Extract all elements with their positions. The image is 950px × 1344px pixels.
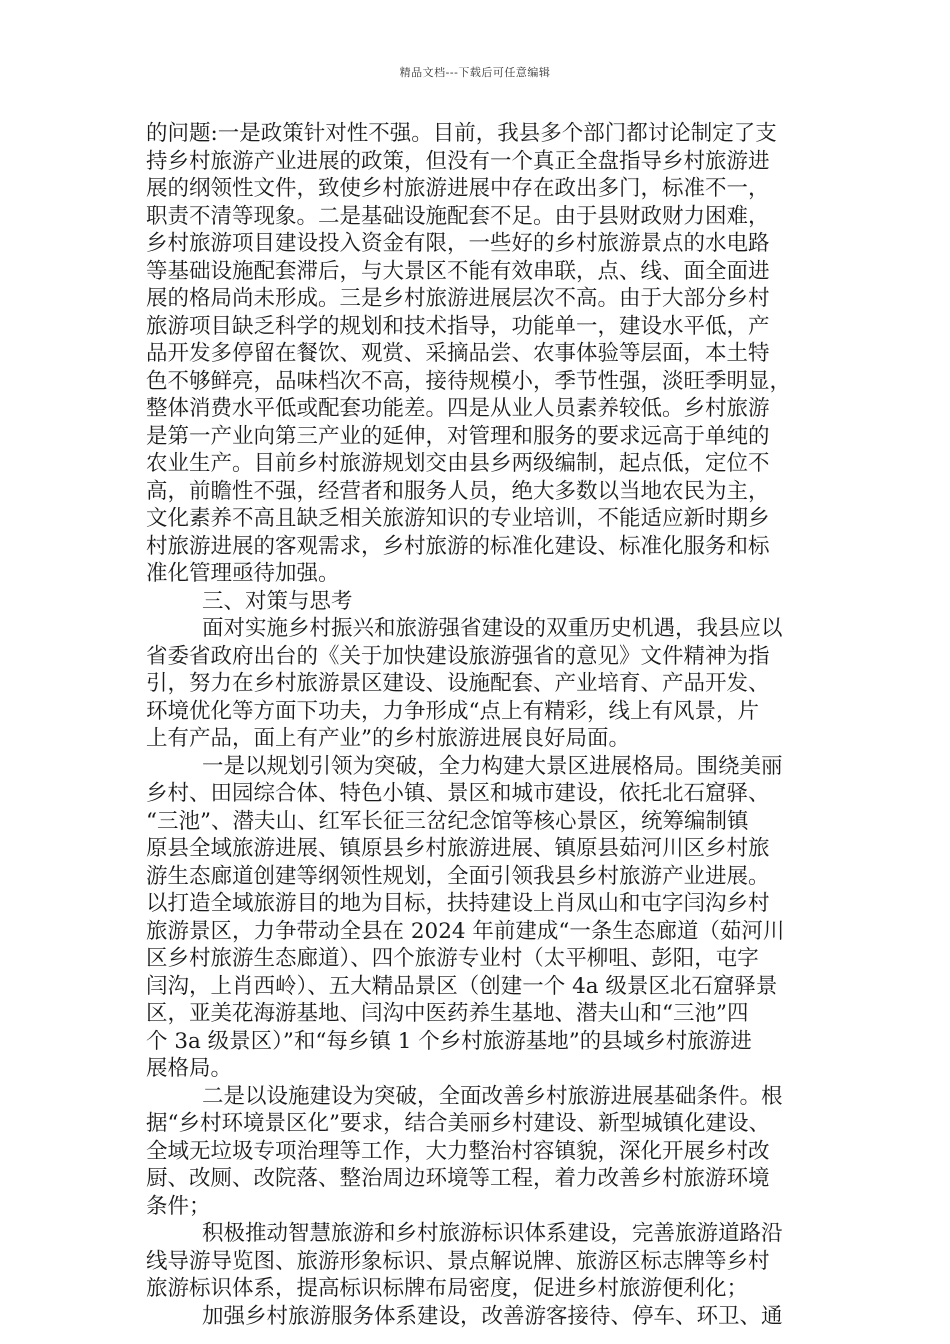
text-line: 以打造全域旅游目的地为目标，扶持建设上肖凤山和屯字闫沟乡村 [146,891,770,916]
text-line: 线导游导览图、旅游形象标识、景点解说牌、旅游区标志牌等乡村 [146,1248,770,1274]
text-line: 的问题:一是政策针对性不强。目前，我县多个部门都讨论制定了支 [146,121,777,146]
text-line: 高，前瞻性不强，经营者和服务人员，绝大多数以当地农民为主， [146,478,770,504]
text-line: 个 3a 级景区）”和“每乡镇 1 个乡村旅游基地”的县域乡村旅游进 [146,1028,752,1054]
text-line: 厨、改厕、改院落、整治周边环境等工程，着力改善乡村旅游环境 [146,1166,770,1191]
text-line: 展的格局尚未形成。三是乡村旅游进展层次不高。由于大部分乡村 [146,286,770,311]
text-line: 农业生产。目前乡村旅游规划交由县乡两级编制，起点低，定位不 [146,451,770,476]
text-line: 一是以规划引领为突破，全力构建大景区进展格局。围绕美丽 [202,753,783,779]
text-line: 闫沟，上肖西岭）、五大精品景区（创建一个 4a 级景区北石窟驿景 [146,973,778,999]
text-line: 旅游标识体系，提高标识标牌布局密度，促进乡村旅游便利化； [146,1276,749,1301]
text-line: 省委省政府出台的《关于加快建设旅游强省的意见》文件精神为指 [146,643,770,669]
text-line: 环境优化等方面下功夫，力争形成“点上有精彩，线上有风景，片 [146,698,759,724]
text-line: 乡村旅游项目建设投入资金有限，一些好的乡村旅游景点的水电路 [146,231,770,256]
text-line: 二是以设施建设为突破，全面改善乡村旅游进展基础条件。根 [202,1083,783,1109]
text-line: 展的纲领性文件，致使乡村旅游进展中存在政出多门，标准不一， [146,176,770,201]
text-line: 条件； [146,1193,211,1219]
document-body [146,120,806,1330]
text-line: 是第一产业向第三产业的延伸，对管理和服务的要求远高于单纯的 [146,423,770,449]
text-line: 等基础设施配套滞后，与大景区不能有效串联，点、线、面全面进 [146,258,770,284]
text-line: 加强乡村旅游服务体系建设，改善游客接待、停车、环卫、通 [202,1303,783,1329]
text-line: 乡村、田园综合体、特色小镇、景区和城市建设，依托北石窟驿、 [146,781,770,806]
text-line: 面对实施乡村振兴和旅游强省建设的双重历史机遇，我县应以 [202,616,783,641]
text-line: 游生态廊道创建等纲领性规划，全面引领我县乡村旅游产业进展。 [146,863,770,889]
text-line: 区乡村旅游生态廊道）、四个旅游专业村（太平柳咀、彭阳，屯字 [146,946,759,971]
text-line: 整体消费水平低或配套功能差。四是从业人员素养较低。乡村旅游 [146,396,770,421]
text-line: 旅游项目缺乏科学的规划和技术指导，功能单一，建设水平低，产 [146,313,770,339]
text-line: 展格局。 [146,1056,233,1081]
text-line: 准化管理亟待加强。 [146,561,340,586]
text-line: 旅游景区，力争带动全县在 2024 年前建成“一条生态廊道（茹河川 [146,918,785,944]
text-line: 色不够鲜亮，品味档次不高，接待规模小，季节性强，淡旺季明显， [146,368,792,394]
text-line: 上有产品，面上有产业”的乡村旅游进展良好局面。 [146,726,630,751]
text-line: 原县全域旅游进展、镇原县乡村旅游进展、镇原县茹河川区乡村旅 [146,836,770,861]
text-line: 据“乡村环境景区化”要求，结合美丽乡村建设、新型城镇化建设、 [146,1111,770,1136]
text-line: 积极推动智慧旅游和乡村旅游标识体系建设，完善旅游道路沿 [202,1221,783,1246]
text-line: 文化素养不高且缺乏相关旅游知识的专业培训，不能适应新时期乡 [146,506,770,531]
text-line: “三池”、潜夫山、红军长征三岔纪念馆等核心景区，统筹编制镇 [146,808,749,834]
page-header: 精品文档---下载后可任意编辑 [399,66,551,79]
text-line: 职责不清等现象。二是基础设施配套不足。由于县财政财力困难， [146,203,770,229]
text-line: 村旅游进展的客观需求，乡村旅游的标准化建设、标准化服务和标 [146,533,770,559]
text-line: 持乡村旅游产业进展的政策，但没有一个真正全盘指导乡村旅游进 [146,148,770,174]
text-line: 品开发多停留在餐饮、观赏、采摘品尝、农事体验等层面，本土特 [146,341,770,366]
text-line: 区，亚美花海游基地、闫沟中医药养生基地、潜夫山和“三池”四 [146,1001,749,1026]
text-line: 三、对策与思考 [202,588,353,614]
text-line: 全域无垃圾专项治理等工作，大力整治村容镇貌，深化开展乡村改 [146,1138,770,1164]
text-line: 引，努力在乡村旅游景区建设、设施配套、产业培育、产品开发、 [146,671,770,696]
